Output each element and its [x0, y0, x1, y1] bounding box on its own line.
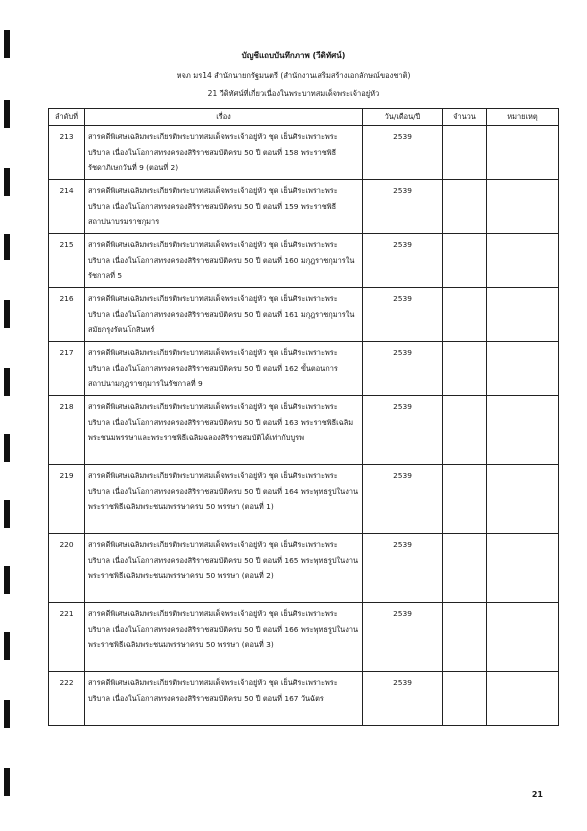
- column-header-qty: จำนวน: [443, 109, 487, 126]
- binder-mark: [4, 300, 10, 328]
- binder-mark: [4, 700, 10, 728]
- row-date: 2539: [363, 396, 443, 465]
- row-number: 218: [49, 396, 85, 465]
- binder-mark: [4, 234, 10, 260]
- row-date: 2539: [363, 288, 443, 342]
- row-date: 2539: [363, 180, 443, 234]
- table-row: [49, 126, 559, 180]
- row-number: 220: [49, 534, 85, 603]
- row-qty: [443, 126, 487, 180]
- row-note: [487, 396, 559, 465]
- row-qty: [443, 180, 487, 234]
- row-number: 221: [49, 603, 85, 672]
- row-title: สารคดีพิเศษเฉลิมพระเกียรติพระบาทสมเด็จพระเจ้าอยู่หัว ชุด เย็นศิระเพราะพระบริบาล เนื่องในโอกาสทรงครองสิริราชสมบัติครบ 50 ปี ตอนที่ 160 มกุฎราชกุมารในรัชกาลที่ 5: [85, 234, 363, 288]
- binder-mark: [4, 168, 10, 196]
- open-table-bottom: [47, 785, 560, 788]
- row-qty: [443, 234, 487, 288]
- row-qty: [443, 465, 487, 534]
- row-title: สารคดีพิเศษเฉลิมพระเกียรติพระบาทสมเด็จพระเจ้าอยู่หัว ชุด เย็นศิระเพราะพระบริบาล เนื่องในโอกาสทรงครองสิริราชสมบัติครบ 50 ปี ตอนที่ 163 พระราชพิธีเฉลิมพระชนมพรรษาและพระราชพิธีเฉลิมฉลองสิริราชสมบัติได้เท่ากับบูรพ: [85, 396, 363, 465]
- row-qty: [443, 342, 487, 396]
- row-qty: [443, 396, 487, 465]
- record-group: หจภ มร14 สำนักนายกรัฐมนตรี (สำนักงานเสริมสร้างเอกลักษณ์ของชาติ): [176, 71, 411, 80]
- binder-mark: [4, 100, 10, 128]
- row-qty: [443, 603, 487, 672]
- table-row: [49, 180, 559, 234]
- row-title: สารคดีพิเศษเฉลิมพระเกียรติพระบาทสมเด็จพระเจ้าอยู่หัว ชุด เย็นศิระเพราะพระบริบาล เนื่องในโอกาสทรงครองสิริราชสมบัติครบ 50 ปี ตอนที่ 164 พระพุทธรูปในงานพระราชพิธีเฉลิมพระชนมพรรษาครบ 50 พรรษา (ตอนที่ 1): [85, 465, 363, 534]
- column-header-date: วัน/เดือน/ปี: [363, 109, 443, 126]
- row-title: สารคดีพิเศษเฉลิมพระเกียรติพระบาทสมเด็จพระเจ้าอยู่หัว ชุด เย็นศิระเพราะพระบริบาล เนื่องในโอกาสทรงครองสิริราชสมบัติครบ 50 ปี ตอนที่ 158 พระราชพิธีรัชดาภิเษกวันที่ 9 (ตอนที่ 2): [85, 126, 363, 180]
- row-number: 216: [49, 288, 85, 342]
- row-note: [487, 180, 559, 234]
- row-title: สารคดีพิเศษเฉลิมพระเกียรติพระบาทสมเด็จพระเจ้าอยู่หัว ชุด เย็นศิระเพราะพระบริบาล เนื่องในโอกาสทรงครองสิริราชสมบัติครบ 50 ปี ตอนที่ 165 พระพุทธรูปในงานพระราชพิธีเฉลิมพระชนมพรรษาครบ 50 พรรษา (ตอนที่ 2): [85, 534, 363, 603]
- row-number: 215: [49, 234, 85, 288]
- row-title: สารคดีพิเศษเฉลิมพระเกียรติพระบาทสมเด็จพระเจ้าอยู่หัว ชุด เย็นศิระเพราะพระบริบาล เนื่องในโอกาสทรงครองสิริราชสมบัติครบ 50 ปี ตอนที่ 167 วันฉัตร: [85, 672, 363, 726]
- row-qty: [443, 534, 487, 603]
- row-number: 217: [49, 342, 85, 396]
- column-header-no: ลำดับที่: [49, 109, 85, 126]
- table-row: [49, 465, 559, 534]
- row-note: [487, 234, 559, 288]
- row-title: สารคดีพิเศษเฉลิมพระเกียรติพระบาทสมเด็จพระเจ้าอยู่หัว ชุด เย็นศิระเพราะพระบริบาล เนื่องในโอกาสทรงครองสิริราชสมบัติครบ 50 ปี ตอนที่ 159 พระราชพิธีสถาปนาบรมราชกุมาร: [85, 180, 363, 234]
- document-title: บัญชีแถบบันทึกภาพ (วีดิทัศน์): [241, 51, 346, 60]
- row-title: สารคดีพิเศษเฉลิมพระเกียรติพระบาทสมเด็จพระเจ้าอยู่หัว ชุด เย็นศิระเพราะพระบริบาล เนื่องในโอกาสทรงครองสิริราชสมบัติครบ 50 ปี ตอนที่ 162 ขั้นตอนการสถาปนามกุฎราชกุมารในรัชกาลที่ 9: [85, 342, 363, 396]
- binder-mark: [4, 768, 10, 796]
- series-title: 21 วีดิทัศน์ที่เกี่ยวเนื่องในพระบาทสมเด็จพระเจ้าอยู่หัว: [207, 89, 380, 98]
- row-qty: [443, 288, 487, 342]
- row-date: 2539: [363, 342, 443, 396]
- table-row: [49, 234, 559, 288]
- row-note: [487, 288, 559, 342]
- table-row: [49, 396, 559, 465]
- row-number: 214: [49, 180, 85, 234]
- row-title: สารคดีพิเศษเฉลิมพระเกียรติพระบาทสมเด็จพระเจ้าอยู่หัว ชุด เย็นศิระเพราะพระบริบาล เนื่องในโอกาสทรงครองสิริราชสมบัติครบ 50 ปี ตอนที่ 166 พระพุทธรูปในงานพระราชพิธีเฉลิมพระชนมพรรษาครบ 50 พรรษา (ตอนที่ 3): [85, 603, 363, 672]
- binder-mark: [4, 566, 10, 594]
- row-note: [487, 465, 559, 534]
- binder-mark: [4, 434, 10, 462]
- row-note: [487, 534, 559, 603]
- row-date: 2539: [363, 534, 443, 603]
- row-note: [487, 342, 559, 396]
- table-header-row: [49, 109, 559, 126]
- row-number: 213: [49, 126, 85, 180]
- row-date: 2539: [363, 465, 443, 534]
- table-row: [49, 342, 559, 396]
- row-note: [487, 126, 559, 180]
- table-row: [49, 603, 559, 672]
- table-row: [49, 288, 559, 342]
- row-note: [487, 672, 559, 726]
- column-header-note: หมายเหตุ: [487, 109, 559, 126]
- row-qty: [443, 672, 487, 726]
- row-date: 2539: [363, 672, 443, 726]
- row-note: [487, 603, 559, 672]
- binder-mark: [4, 500, 10, 528]
- row-number: 222: [49, 672, 85, 726]
- column-header-title: เรื่อง: [85, 109, 363, 126]
- binder-mark: [4, 368, 10, 396]
- row-title: สารคดีพิเศษเฉลิมพระเกียรติพระบาทสมเด็จพระเจ้าอยู่หัว ชุด เย็นศิระเพราะพระบริบาล เนื่องในโอกาสทรงครองสิริราชสมบัติครบ 50 ปี ตอนที่ 161 มกุฎราชกุมารในสมัยกรุงรัตนโกสินทร์: [85, 288, 363, 342]
- row-date: 2539: [363, 126, 443, 180]
- row-date: 2539: [363, 234, 443, 288]
- records-table: [48, 108, 559, 726]
- page-number: 21: [531, 790, 543, 799]
- row-date: 2539: [363, 603, 443, 672]
- table-row: [49, 534, 559, 603]
- row-number: 219: [49, 465, 85, 534]
- binder-mark: [4, 632, 10, 660]
- table-row: [49, 672, 559, 726]
